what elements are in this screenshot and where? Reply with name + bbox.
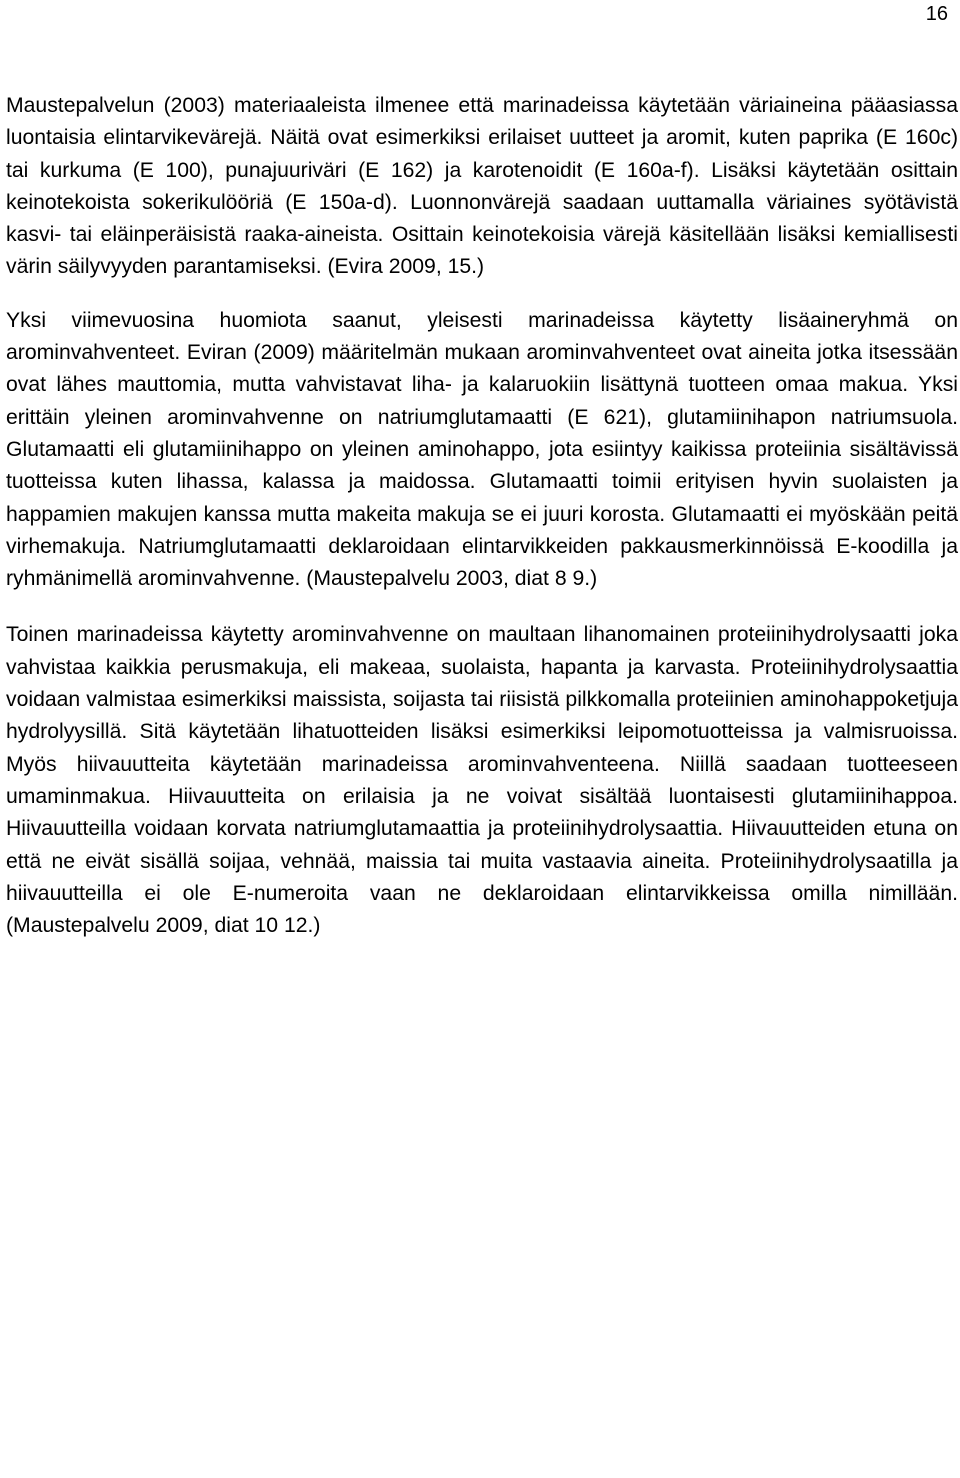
paragraph-protein-hydrolysate: Toinen marinadeissa käytetty arominvahvenne on maultaan lihanomainen proteiinihydrolysaatti joka vahvistaa kaikkia perusmakuja, eli makeaa, suolaista, hapanta ja karvasta. Proteiinihydrolysaattia voidaan valmistaa esimerkiksi maissista, soijasta tai riisistä pilkkomalla proteiinien aminohappoketjuja hydrolyysillä. Sitä käytetään lihatuotteiden lisäksi esimerkiksi leipomotuotteissa ja valmisruoissa. Myös hiivauutteita käytetään marinadeissa arominvahventeena. Niillä saadaan tuotteeseen umaminmakua. Hiivauutteita on erilaisia ja ne voivat sisältää luontaisesti glutamiinihappoa. Hiivauutteilla voidaan korvata natriumglutamaattia ja proteiinihydrolysaattia. Hiivauutteiden etuna on että ne eivät sisällä soijaa, vehnää, maissia tai muita vastaavia aineita. Proteiinihydrolysaatilla ja hiivauutteilla ei ole E-numeroita vaan ne deklaroidaan elintarvikkeissa omilla nimillään. (Maustepalvelu 2009, diat 10 12.) <box>6 623 958 938</box>
paragraph-food-colorings: Maustepalvelun (2003) materiaaleista ilmenee että marinadeissa käytetään väriaineina pääasiassa luontaisia elintarvikevärejä. Näitä ovat esimerkiksi erilaiset uutteet ja aromit, kuten paprika (E 160c) tai kurkuma (E 100), punajuuriväri (E 162) ja karotenoidit (E 160a-f). Lisäksi käytetään osittain keinotekoista sokerikulööriä (E 150a-d). Luonnonvärejä saadaan uuttamalla väriaines syötävistä kasvi- tai eläinperäisistä raaka-aineista. Osittain keinotekoisia värejä käsitellään lisäksi kemiallisesti värin säilyvyyden parantamiseksi. (Evira 2009, 15.) <box>6 94 958 279</box>
page-number: 16 <box>925 3 948 25</box>
paragraph-flavor-enhancers: Yksi viimevuosina huomiota saanut, yleisesti marinadeissa käytetty lisäaineryhmä on arominvahventeet. Eviran (2009) määritelmän mukaan arominvahventeet ovat aineita jotka itsessään ovat lähes mauttomia, mutta vahvistavat liha- ja kalaruokiin lisättynä tuotteen omaa makua. Yksi erittäin yleinen arominvahvenne on natriumglutamaatti (E 621), glutamiinihapon natriumsuola. Glutamaatti eli glutamiinihappo on yleinen aminohappo, jota esiintyy kaikissa proteiinia sisältävissä tuotteissa kuten lihassa, kalassa ja maidossa. Glutamaatti toimii erityisen hyvin suolaisten ja happamien makujen kanssa mutta makeita makuja se ei juuri korosta. Glutamaatti ei myöskään peitä virhemakuja. Natriumglutamaatti deklaroidaan elintarvikkeiden pakkausmerkinnöissä E-koodilla ja ryhmänimellä arominvahvenne. (Maustepalvelu 2003, diat 8 9.) <box>6 308 958 591</box>
document-body <box>6 90 958 942</box>
